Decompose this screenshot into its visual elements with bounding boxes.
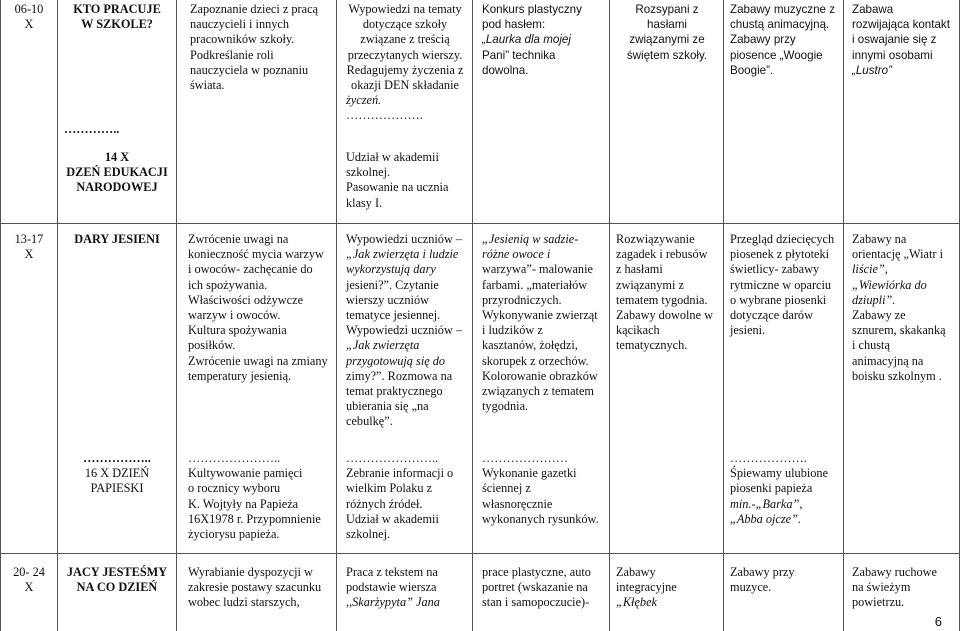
art-cell: prace plastyczne, auto portret (wskazanie na stan i samopoczucie)- [482, 565, 591, 610]
date-cell: 13-17 X [14, 232, 44, 262]
table-border [0, 0, 1, 631]
language-cell-line: życzeń. ………………. [346, 93, 423, 123]
art-cell: Konkurs plastyczny pod hasłem: „Laurka dla mojej Pani” technika dowolna. [482, 3, 582, 77]
column-divider [609, 0, 610, 631]
logic-cell: Rozsypani z hasłami związanymi ze świętem szkoły. [626, 3, 708, 62]
movement-cell: Zabawy na orientację „Wiatr i liście”, „Wiewiórka do dziupli”. Zabawy ze sznurem, skakanką i chustą animacyjną na boisku szkolnym . [852, 232, 946, 383]
language-cell: ………………….. Zebranie informacji o wielkim Polaku z różnych źródeł. Udział w akademii szkolnej. [346, 451, 454, 542]
dots-placeholder: ………….. [64, 122, 120, 136]
topic-cell: DARY JESIENI [74, 232, 160, 246]
goals-cell: ………………….. Kultywowanie pamięci o rocznicy wyboru K. Wojtyły na Papieża 16X1978 r. Przypomnienie życiorysu papieża. [188, 451, 321, 542]
logic-cell: Rozwiązywanie zagadek i rebusów z hasłami związanymi z tematem tygodnia. Zabawy dowolne w kącikach tematycznych. [616, 232, 713, 353]
column-divider [843, 0, 844, 631]
language-cell: Wypowiedzi uczniów – „Jak zwierzęta i ludzie wykorzystują dary jesieni?”. Czytanie wierszy uczniów tematyce jesiennej. Wypowiedzi uczniów – „Jak zwierzęta przygotowują się do zimy?”. Rozmowa na temat praktycznego ubierania się „na cebulkę”. [346, 232, 463, 429]
music-cell: Zabawy przy muzyce. [730, 565, 795, 595]
row-divider [0, 553, 960, 554]
column-divider [57, 0, 58, 631]
date-cell: 06-10 X [14, 2, 44, 32]
music-cell: ………………. Śpiewamy ulubione piosenki papieża min.-„Barka”, „Abba ojcze”. [730, 451, 829, 526]
column-divider [723, 0, 724, 631]
art-cell: ………………… Wykonanie gazetki ściennej z własnoręcznie wykonanych rysunków. [482, 451, 599, 526]
language-cell: Praca z tekstem na podstawie wiersza ,,Skarżypyta” Jana [346, 565, 440, 610]
logic-cell: Zabawy integracyjne „Kłębek [616, 565, 677, 610]
goals-cell: Zwrócenie uwagi na konieczność mycia warzyw i owoców- zachęcanie do ich spożywania. Właściwości odżywcze warzyw i owoców. Kultura spożywania posiłków. Zwrócenie uwagi na zmiany temperatury jesienią. [188, 232, 328, 383]
movement-cell: Zabawy ruchowe na świeżym powietrzu. [852, 565, 938, 610]
language-cell: Wypowiedzi na tematy dotyczące szkoły związane z treścią przeczytanych wierszy. Redagujemy życzenia z okazji DEN składanie [346, 2, 464, 93]
language-cell: Udział w akademii szkolnej. Pasowanie na ucznia klasy I. [346, 150, 449, 210]
goals-cell: Wyrabianie dyspozycji w zakresie postawy szacunku wobec ludzi starszych, [188, 565, 322, 610]
movement-cell: Zabawa rozwijająca kontakt i oswajanie się z innymi osobami „Lustro” [852, 3, 950, 77]
music-cell: Przegląd dziecięcych piosenek z płytoteki świetlicy- zabawy rytmiczne w oparciu o wybrane piosenki dotyczące darów jesieni. [730, 232, 835, 338]
column-divider [336, 0, 337, 631]
row-divider [0, 223, 960, 224]
topic-cell: JACY JESTEŚMY NA CO DZIEŃ [66, 565, 168, 595]
topic-cell: …………….. 16 X DZIEŃ PAPIESKI [83, 451, 151, 496]
art-cell: „Jesienią w sadzie- różne owoce i warzywa”- malowanie farbami. „materiałów przyrodniczych. Wykonywanie zwierząt i ludzików z kasztanów, żołędzi, skorupek z orzechów. Kolorowanie obrazków związanych z tematem tygodnia. [482, 232, 598, 414]
topic-cell: 14 X DZEŃ EDUKACJI NARODOWEJ [66, 150, 168, 195]
topic-cell: KTO PRACUJE W SZKOLE? [73, 2, 161, 32]
date-cell: 20- 24 X [13, 565, 45, 595]
column-divider [176, 0, 177, 631]
music-cell: Zabawy muzyczne z chustą animacyjną. Zabawy przy piosence „Woogie Boogie”. [730, 3, 836, 77]
goals-cell: Zapoznanie dzieci z pracą nauczycieli i innych pracowników szkoły. Podkreślanie roli nauczyciela w poznaniu świata. [190, 2, 319, 93]
column-divider [472, 0, 473, 631]
page-number: 6 [934, 614, 942, 629]
